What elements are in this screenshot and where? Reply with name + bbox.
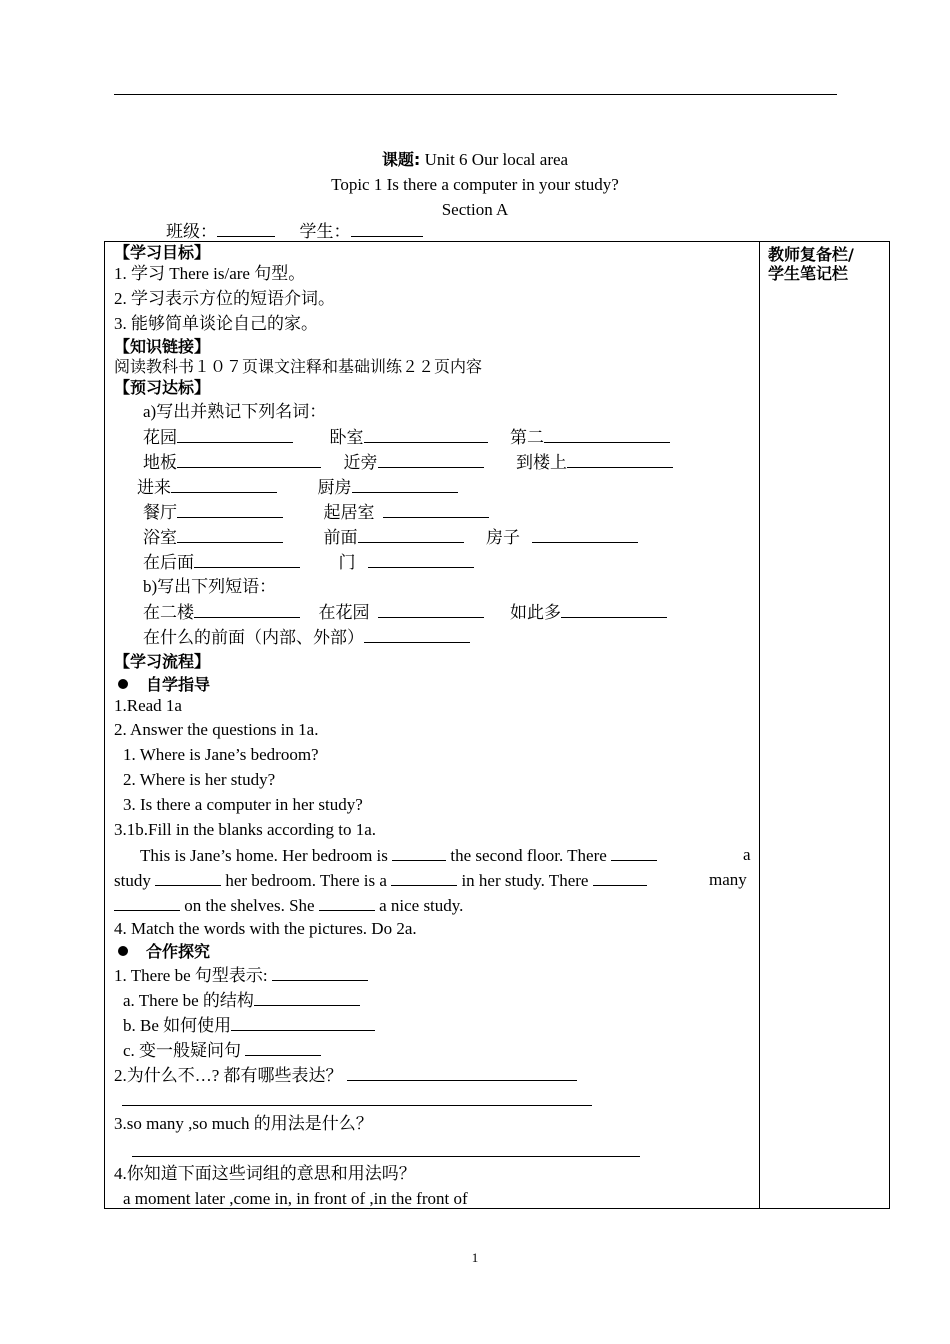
answer-line — [132, 1156, 640, 1157]
preview-heading: 【预习达标】 — [114, 378, 211, 397]
fill-paragraph-line: study her bedroom. There is a in her study. There — [114, 870, 647, 891]
fill-paragraph-line: on the shelves. She a nice study. — [114, 895, 463, 916]
notes-column-header: 教师复备栏/ 学生笔记栏 — [768, 245, 854, 283]
vocab-row: 地板 近旁 到楼上 — [143, 452, 673, 473]
section-title: Section A — [441, 200, 509, 219]
link-heading: 【知识链接】 — [114, 337, 211, 356]
goal-item: 2. 学习表示方位的短语介词。 — [114, 289, 335, 308]
fill-paragraph-word: many — [709, 870, 747, 889]
question: 2. Where is her study? — [123, 770, 276, 789]
step: 2. Answer the questions in 1a. — [114, 720, 319, 739]
column-divider — [759, 241, 760, 1209]
step: 4. Match the words with the pictures. Do 2a. — [114, 919, 417, 938]
coop-question: 1. There be 句型表示: — [114, 965, 368, 986]
coop-subquestion: c. 变一般疑问句 — [123, 1040, 321, 1061]
topic-title: Topic 1 Is there a computer in your study? — [331, 175, 619, 194]
step: 3.1b.Fill in the blanks according to 1a. — [114, 820, 377, 839]
preview-b-label: b)写出下列短语： — [143, 577, 277, 596]
fill-paragraph-word: a — [743, 845, 751, 864]
bullet-icon — [118, 679, 128, 689]
coop-subquestion: b. Be 如何使用 — [123, 1015, 375, 1036]
header-rule — [114, 94, 837, 95]
bullet-icon — [118, 946, 128, 956]
step: 1.Read 1a — [114, 696, 182, 715]
phrase-row: 在二楼 在花园 如此多 — [143, 602, 667, 623]
coop-question: 2.为什么不…? 都有哪些表达？ — [114, 1065, 577, 1086]
question: 1. Where is Jane’s bedroom? — [123, 745, 319, 764]
goal-item: 3. 能够简单谈论自己的家。 — [114, 314, 318, 333]
coop-subquestion: a. There be 的结构 — [123, 990, 360, 1011]
lesson-title: 课题: Unit 6 Our local area — [381, 150, 569, 169]
question: 3. Is there a computer in her study? — [123, 795, 363, 814]
coop-question: 3.so many ,so much 的用法是什么？ — [114, 1114, 373, 1133]
vocab-row: 在后面 门 — [143, 552, 474, 573]
phrase-list: a moment later ,come in, in front of ,in the front of — [123, 1189, 468, 1208]
class-student-line: 班级： 学生： — [166, 221, 423, 242]
cooperation-heading: 合作探究 — [114, 942, 210, 962]
vocab-row: 浴室 前面 房子 — [143, 527, 638, 548]
goal-item: 1. 学习 There is/are 句型。 — [114, 264, 306, 283]
page-number: 1 — [471, 1250, 479, 1265]
vocab-row: 进来 厨房 — [137, 477, 458, 498]
answer-line — [122, 1105, 592, 1106]
vocab-row: 花园 卧室 第二 — [143, 427, 670, 448]
process-heading: 【学习流程】 — [114, 652, 211, 671]
goals-heading: 【学习目标】 — [114, 243, 211, 262]
vocab-row: 餐厅 起居室 — [143, 502, 489, 523]
phrase-row: 在什么的前面（内部、外部） — [143, 627, 470, 648]
fill-paragraph-line: This is Jane’s home. Her bedroom is the second floor. There — [140, 845, 657, 866]
self-study-heading: 自学指导 — [114, 675, 210, 695]
preview-a-label: a)写出并熟记下列名词： — [143, 402, 327, 421]
link-text: 阅读教科书１０７页课文注释和基础训练２２页内容 — [114, 357, 483, 376]
coop-question: 4.你知道下面这些词组的意思和用法吗？ — [114, 1164, 416, 1183]
